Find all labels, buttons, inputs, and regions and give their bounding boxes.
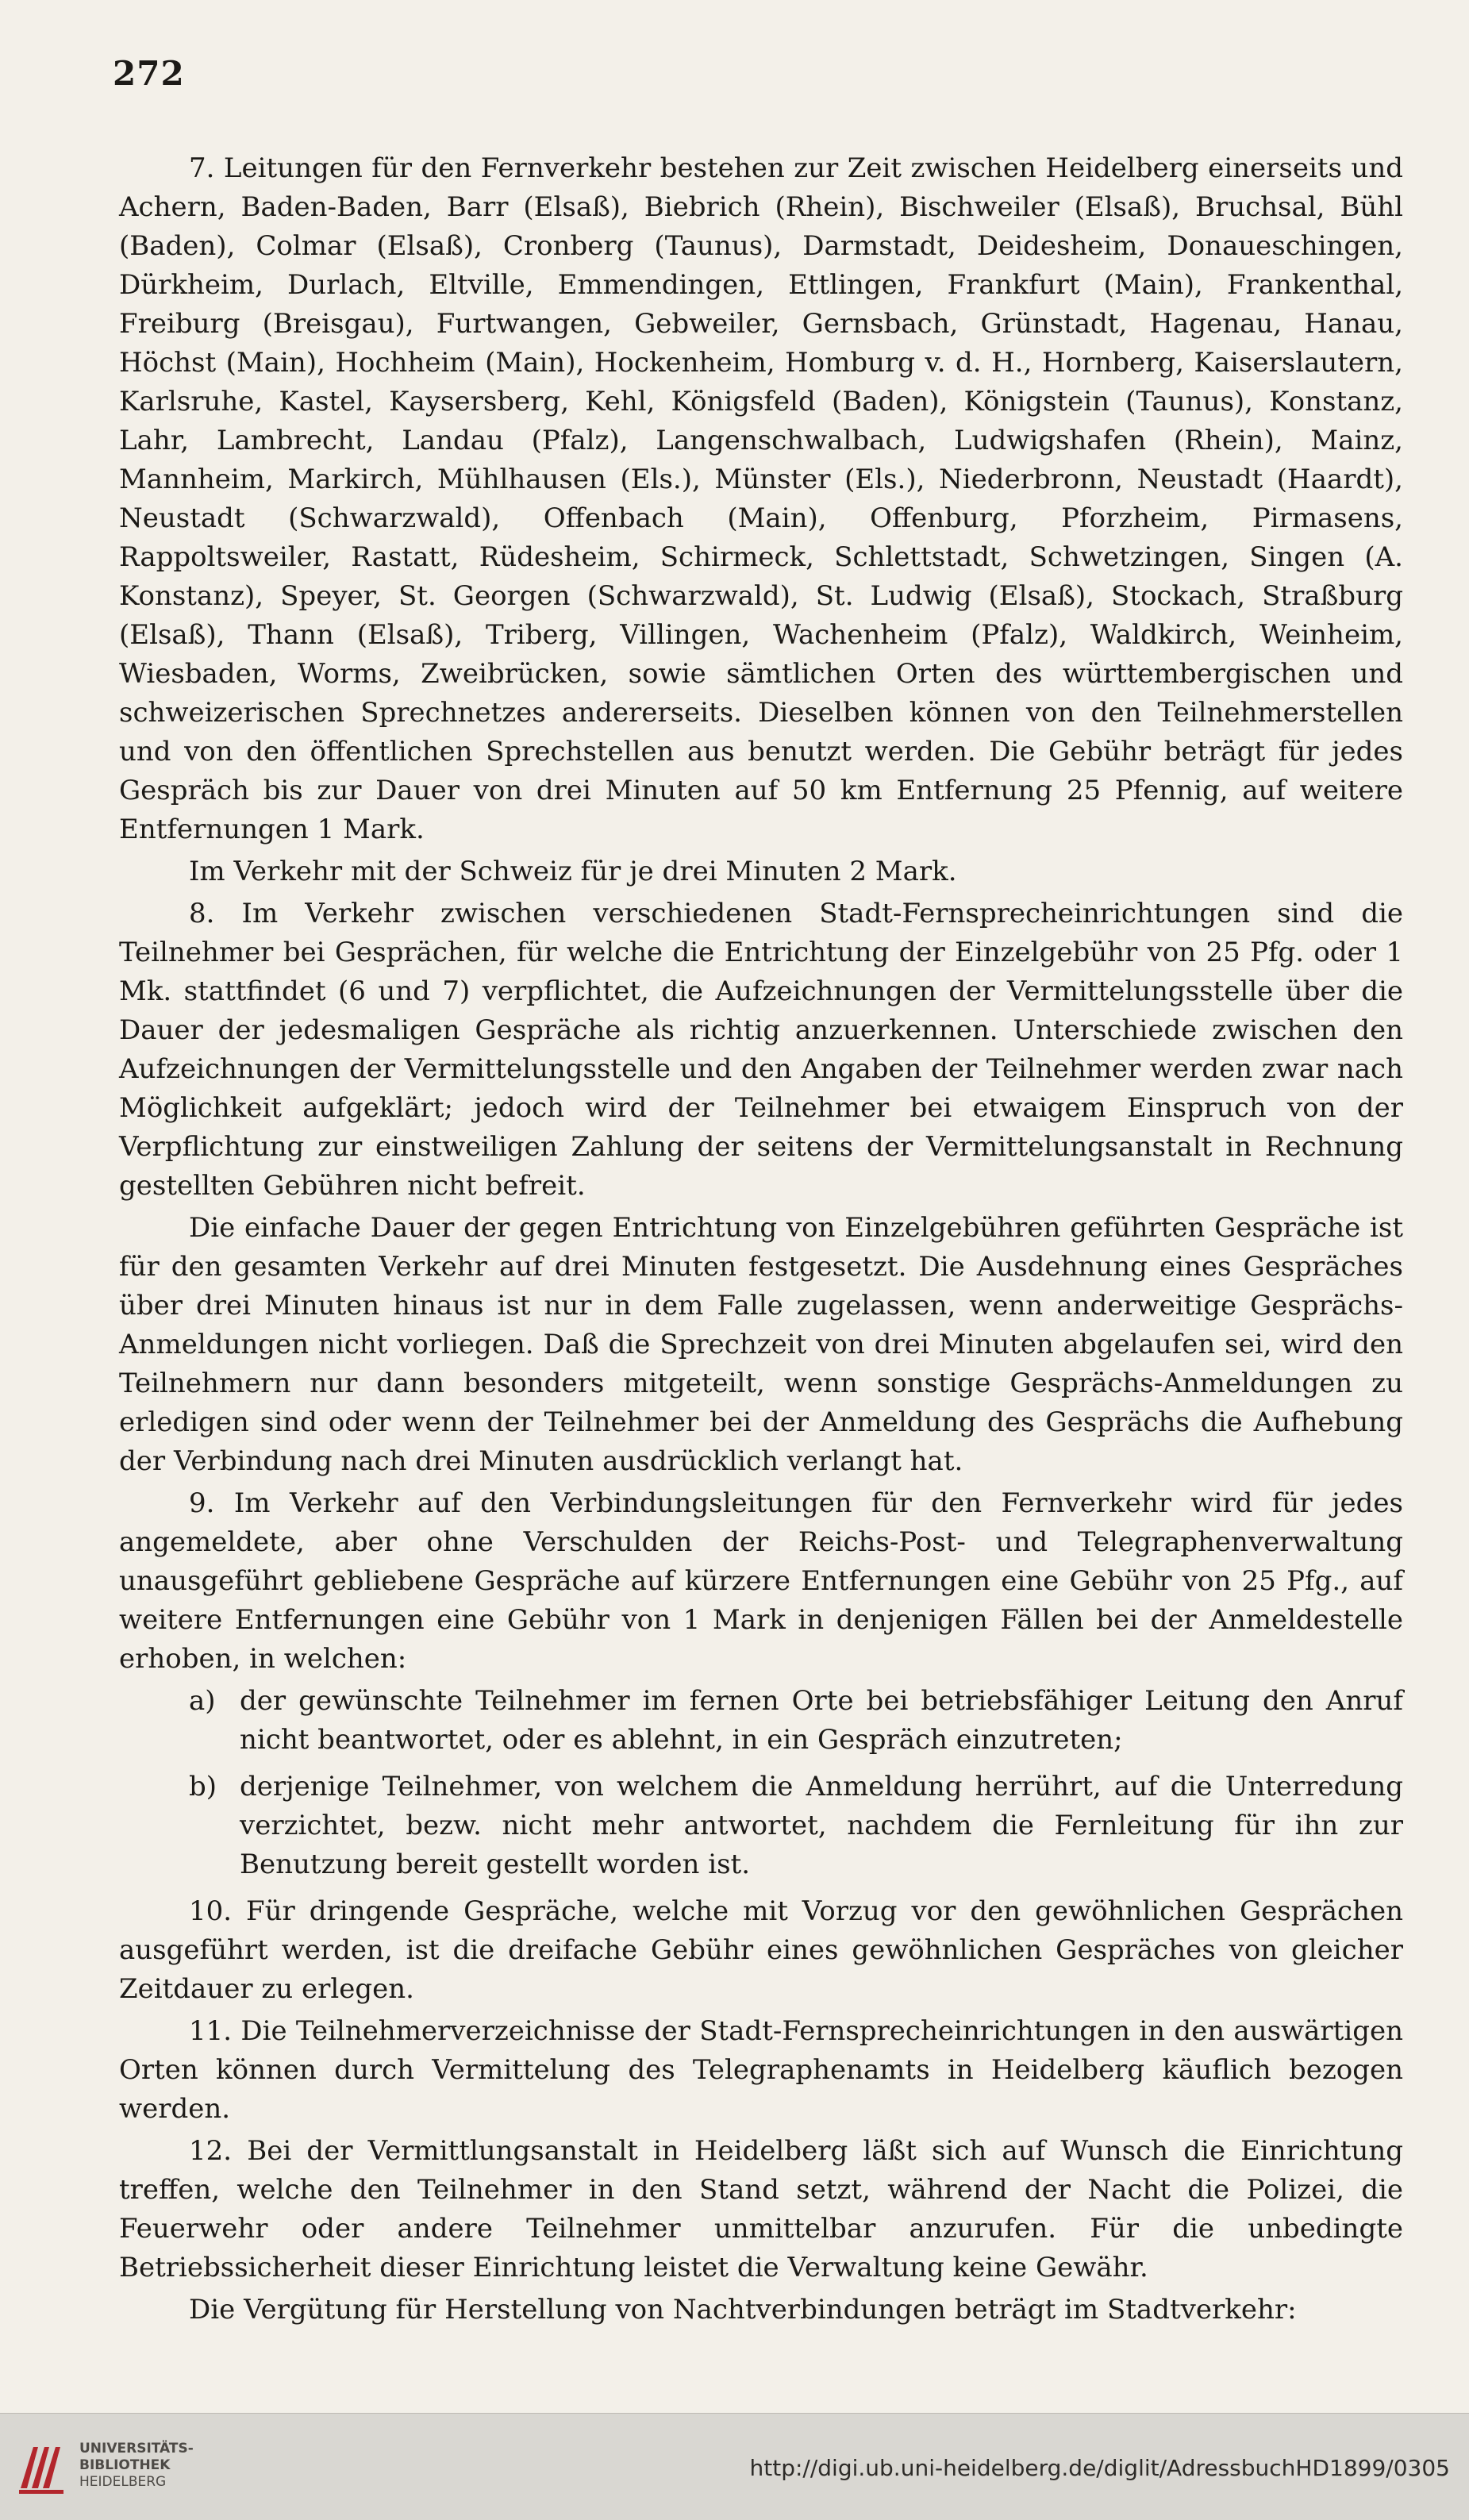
viewer-footer	[0, 2413, 1469, 2520]
paragraph-10: 10. Für dringende Gespräche, welche mit Vorzug vor den gewöhnlichen Gesprächen ausgeführt werden, ist die dreifache Gebühr eines gewöhnlichen Gespräches von gleicher Zeitdauer zu erlegen.	[119, 1895, 1403, 2005]
page-number: 272	[113, 54, 185, 93]
library-logo-icon	[17, 2439, 68, 2496]
paragraph-12-night: Die Vergütung für Herstellung von Nachtverbindungen beträgt im Stadtverkehr:	[189, 2294, 1297, 2326]
paragraph-8-duration: Die einfache Dauer der gegen Entrichtung von Einzelgebühren geführten Gespräche ist für den gesamten Verkehr auf drei Minuten festgesetzt. Die Ausdehnung eines Gespräches über drei Minuten hinaus ist nur in dem Falle zugelassen, wenn anderweitige Gesprächs-Anmeldungen nicht vorliegen. Daß die Sprechzeit von drei Minuten abgelaufen sei, wird den Teilnehmern nur dann besonders mitgeteilt, wenn sonstige Gesprächs-Anmeldungen zu erledigen sind oder wenn der Teilnehmer bei der Anmeldung des Gesprächs die Aufhebung der Verbindung nach drei Minuten ausdrücklich verlangt hat.	[119, 1212, 1403, 1477]
paragraph-7: 7. Leitungen für den Fernverkehr bestehen zur Zeit zwischen Heidelberg einerseits und Achern, Baden-Baden, Barr (Elsaß), Biebrich (Rhein), Bischweiler (Elsaß), Bruchsal, Bühl (Baden), Colmar (Elsaß), Cronberg (Taunus), Darmstadt, Deidesheim, Donaueschingen, Dürkheim, Durlach, Eltville, Emmendingen, Ettlingen, Frankfurt (Main), Frankenthal, Freiburg (Breisgau), Furtwangen, Gebweiler, Gernsbach, Grünstadt, Hagenau, Hanau, Höchst (Main), Hochheim (Main), Hockenheim, Homburg v. d. H., Hornberg, Kaiserslautern, Karlsruhe, Kastel, Kaysersberg, Kehl, Königsfeld (Baden), Königstein (Taunus), Konstanz, Lahr, Lambrecht, Landau (Pfalz), Langenschwalbach, Ludwigshafen (Rhein), Mainz, Mannheim, Markirch, Mühlhausen (Els.), Münster (Els.), Niederbronn, Neustadt (Haardt), Neustadt (Schwarzwald), Offenbach (Main), Offenburg, Pforzheim, Pirmasens, Rappoltsweiler, Rastatt, Rüdesheim, Schirmeck, Schlettstadt, Schwetzingen, Singen (A. Konstanz), Speyer, St. Georgen (Schwarzwald), St. Ludwig (Elsaß), Stockach, Straßburg (Elsaß), Thann (Elsaß), Triberg, Villingen, Wachenheim (Pfalz), Waldkirch, Weinheim, Wiesbaden, Worms, Zweibrücken, sowie sämtlichen Orten des württembergischen und schweizerischen Sprechnetzes andererseits. Dieselben können von den Teilnehmerstellen und von den öffentlichen Sprechstellen aus benutzt werden. Die Gebühr beträgt für jedes Gespräch bis zur Dauer von drei Minuten auf 50 km Entfernung 25 Pfennig, auf weitere Entfernungen 1 Mark.	[119, 152, 1403, 845]
logo-line-3: HEIDELBERG	[79, 2474, 167, 2490]
list-text-9a: der gewünschte Teilnehmer im fernen Orte bei betriebsfähiger Leitung den Anruf nicht beantwortet, oder es ablehnt, in ein Gespräch einzutreten;	[240, 1685, 1403, 1756]
list-marker-a: a)	[189, 1685, 216, 1717]
paragraph-11: 11. Die Teilnehmerverzeichnisse der Stadt-Fernsprecheinrichtungen in den auswärtigen Orten können durch Vermittelung des Telegraphenamts in Heidelberg käuflich bezogen werden.	[119, 2015, 1403, 2125]
paragraph-12: 12. Bei der Vermittlungsanstalt in Heidelberg läßt sich auf Wunsch die Einrichtung treffen, welche den Teilnehmer in den Stand setzt, während der Nacht die Polizei, die Feuerwehr oder andere Teilnehmer unmittelbar anzurufen. Für die unbedingte Betriebssicherheit dieser Einrichtung leistet die Verwaltung keine Gewähr.	[119, 2135, 1403, 2283]
paragraph-9: 9. Im Verkehr auf den Verbindungsleitungen für den Fernverkehr wird für jedes angemeldete, aber ohne Verschulden der Reichs-Post- und Telegraphenverwaltung unausgeführt gebliebene Gespräche auf kürzere Entfernungen eine Gebühr von 25 Pfg., auf weitere Entfernungen eine Gebühr von 1 Mark in denjenigen Fällen bei der Anmeldestelle erhoben, in welchen:	[119, 1487, 1403, 1675]
paragraph-7-switzerland: Im Verkehr mit der Schweiz für je drei Minuten 2 Mark.	[189, 856, 957, 887]
paragraph-8: 8. Im Verkehr zwischen verschiedenen Stadt-Fernsprecheinrichtungen sind die Teilnehmer bei Gesprächen, für welche die Entrichtung der Einzelgebühr von 25 Pfg. oder 1 Mk. stattfindet (6 und 7) verpflichtet, die Aufzeichnungen der Vermittelungsstelle über die Dauer der jedesmaligen Gespräche als richtig anzuerkennen. Unterschiede zwischen den Aufzeichnungen der Vermittelungsstelle und den Angaben der Teilnehmer werden zwar nach Möglichkeit aufgeklärt; jedoch wird der Teilnehmer bei etwaigem Einspruch von der Verpflichtung zur einstweiligen Zahlung der seitens der Vermittelungsanstalt in Rechnung gestellten Gebühren nicht befreit.	[119, 898, 1403, 1202]
logo-line-2: BIBLIOTHEK	[79, 2457, 171, 2473]
list-text-9b: derjenige Teilnehmer, von welchem die Anmeldung herrührt, auf die Unterredung verzichtet, bezw. nicht mehr antwortet, nachdem die Fernleitung für ihn zur Benutzung bereit gestellt worden ist.	[240, 1771, 1403, 1880]
library-logo-text	[79, 2441, 194, 2491]
permalink-url[interactable]: http://digi.ub.uni-heidelberg.de/diglit/AdressbuchHD1899/0305	[749, 2455, 1450, 2481]
list-item-9b	[119, 1768, 1403, 1884]
list-marker-b: b)	[189, 1771, 217, 1802]
page-body	[119, 149, 1403, 2333]
list-item-9a	[119, 1682, 1403, 1760]
logo-line-1: UNIVERSITÄTS-	[79, 2441, 194, 2457]
